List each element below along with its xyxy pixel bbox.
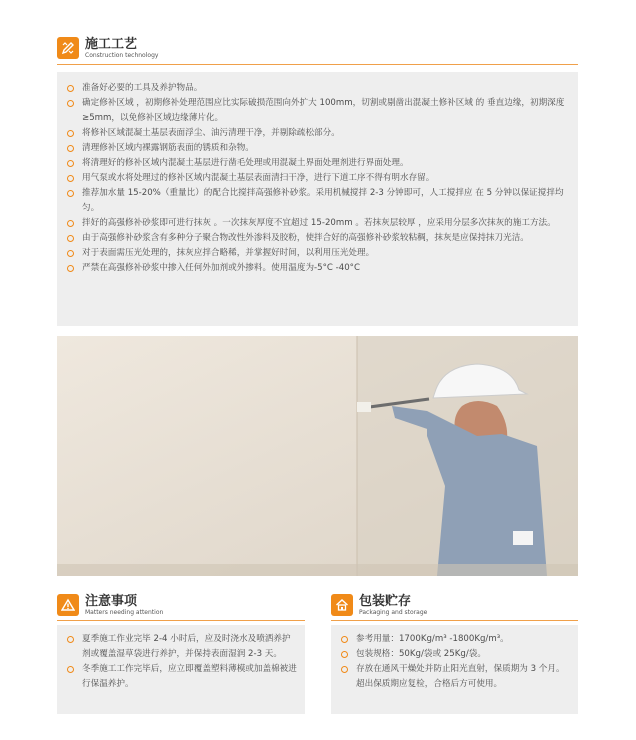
packaging-list [339,632,570,692]
list-item-text: 用气泵或水将处理过的修补区域内混凝土基层表面清扫干净，进行下道工序不得有明水存留。 [82,173,435,183]
circle-bullet-icon [67,250,74,257]
circle-bullet-icon [341,651,348,658]
construction-panel [57,72,578,326]
list-item [65,96,570,126]
circle-bullet-icon [67,175,74,182]
list-item [65,186,570,216]
list-item [339,662,570,692]
circle-bullet-icon [67,265,74,272]
construction-header [57,37,158,59]
house-icon [331,594,353,616]
notes-panel [57,625,305,714]
construction-subtitle: Construction technology [85,51,159,59]
circle-bullet-icon [67,235,74,242]
list-item-text: 参考用量：1700Kg/m³ -1800Kg/m³。 [356,634,509,644]
list-item-text: 夏季施工作业完毕 2-4 小时后，应及时浇水及喷洒养护剂或覆盖湿草袋进行养护，并保持表面湿润 2-3 天。 [82,634,291,659]
list-item [65,261,570,276]
notes-list [65,632,297,692]
list-item-text: 清理修补区域内裸露钢筋表面的锈质和杂物。 [82,143,254,153]
list-item-text: 严禁在高强修补砂浆中掺入任何外加剂或外掺料。使用温度为-5°C -40°C [82,263,360,273]
list-item-text: 推荐加水量 15-20%（重量比）的配合比搅拌高强修补砂浆。采用机械搅拌 2-3 分钟即可，人工搅拌应 在 5 分钟以保证搅拌均匀。 [82,188,564,213]
list-item [65,662,297,692]
circle-bullet-icon [341,636,348,643]
list-item [65,126,570,141]
circle-bullet-icon [67,100,74,107]
circle-bullet-icon [67,130,74,137]
list-item-text: 对于表面需压光处理的，抹灰应拌合略稀，并掌握好时间，以利用压光处理。 [82,248,375,258]
notes-title: 注意事项 [85,593,138,609]
list-item [65,171,570,186]
list-item-text: 将修补区域混凝土基层表面浮尘、油污清理干净，并剔除疏松部分。 [82,128,340,138]
construction-title: 施工工艺 [85,36,138,52]
packaging-underline [331,620,578,621]
packaging-panel [331,625,578,714]
circle-bullet-icon [67,85,74,92]
circle-bullet-icon [67,636,74,643]
circle-bullet-icon [67,666,74,673]
list-item [65,231,570,246]
warning-icon [57,594,79,616]
circle-bullet-icon [341,666,348,673]
circle-bullet-icon [67,145,74,152]
list-item-text: 冬季施工工作完毕后，应立即覆盖塑料薄模或加盖棉被进行保温养护。 [82,664,297,689]
list-item [339,647,570,662]
list-item [65,81,570,96]
notes-underline [57,620,305,621]
circle-bullet-icon [67,190,74,197]
notes-header [57,594,163,616]
circle-bullet-icon [67,220,74,227]
list-item [65,141,570,156]
notes-subtitle: Matters needing attention [85,608,164,616]
list-item [65,216,570,231]
pencil-ruler-icon [57,37,79,59]
worker-plastering-photo [57,336,578,576]
list-item-text: 拌好的高强修补砂浆即可进行抹灰 。一次抹灰厚度不宜超过 15-20mm 。若抹灰层较厚 ，应采用分层多次抹灰的施工方法。 [82,218,556,228]
packaging-header [331,594,427,616]
list-item-text: 由于高强修补砂浆含有多种分子聚合物改性外渗料及胶粉，使拌合好的高强修补砂浆较粘稠，抹灰是应保持抹刀光洁。 [82,233,529,243]
list-item [65,156,570,171]
list-item-text: 准备好必要的工具及养护物品。 [82,83,203,93]
packaging-title: 包装贮存 [359,593,412,609]
list-item-text: 确定修补区域 ，初期修补处理范围应比实际破损范围向外扩大 100mm，切割或剔凿出混凝土修补区域 的 垂直边缘，初期深度≥5mm，以免修补区域边缘薄片化。 [82,98,565,123]
list-item [65,246,570,261]
packaging-subtitle: Packaging and storage [359,608,428,616]
list-item-text: 包装规格：50Kg/袋或 25Kg/袋。 [356,649,486,659]
list-item [65,632,297,662]
construction-steps-list [65,81,570,276]
list-item-text: 将清理好的修补区域内混凝土基层进行凿毛处理或用混凝土界面处理剂进行界面处理。 [82,158,409,168]
construction-underline [57,64,578,65]
circle-bullet-icon [67,160,74,167]
list-item [339,632,570,647]
list-item-text: 存放在通风干燥处并防止阳光直射，保质期为 3 个月。超出保质期应复检，合格后方可使用。 [356,664,565,689]
